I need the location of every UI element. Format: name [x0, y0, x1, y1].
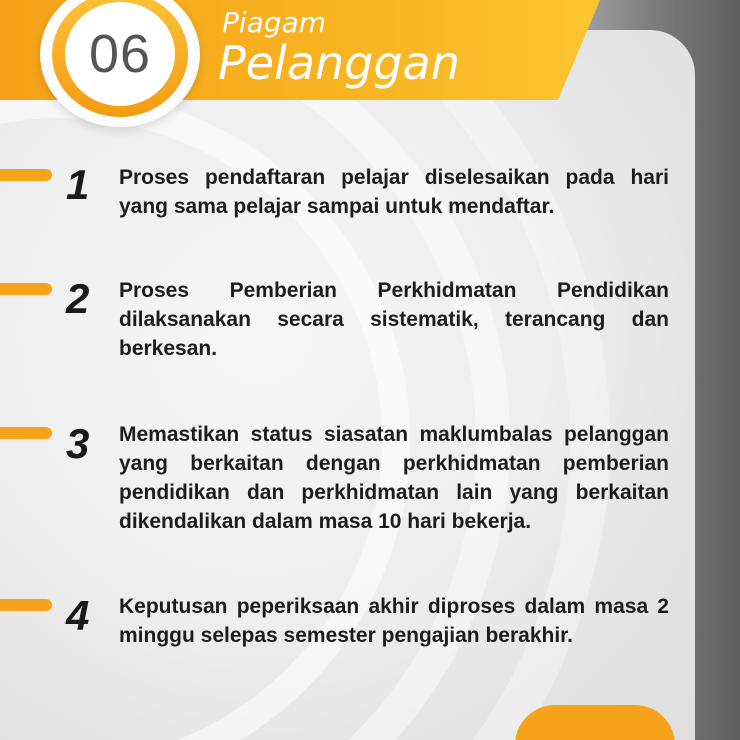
title-line-2: Pelanggan	[218, 36, 460, 90]
item-text: Proses Pemberian Perkhidmatan Pendidikan dilaksanakan secara sistematik, terancang dan berkesan.	[119, 279, 669, 360]
item-number: 2	[66, 275, 90, 322]
item-number: 1	[66, 161, 90, 208]
section-number: 06	[88, 24, 152, 84]
item-marker-bar	[0, 427, 52, 439]
item-marker-bar	[0, 169, 52, 181]
item-marker-bar	[0, 599, 52, 611]
title-line-1: Piagam	[222, 6, 327, 39]
item-text: Memastikan status siasatan maklumbalas pelanggan yang berkaitan dengan perkhidmatan pemberian pendidikan dan perkhidmatan lain yang berkaitan dikendalikan dalam masa 10 hari bekerja.	[119, 423, 669, 533]
item-marker-bar	[0, 283, 52, 295]
item-text: Proses pendaftaran pelajar diselesaikan pada hari yang sama pelajar sampai untuk mendaftar.	[119, 166, 669, 218]
number-badge-inner	[65, 2, 175, 106]
item-number: 4	[66, 592, 90, 639]
item-number: 3	[66, 420, 90, 467]
decorative-orange-shape	[515, 705, 675, 740]
item-text: Keputusan peperiksaan akhir diproses dalam masa 2 minggu selepas semester pengajian berakhir.	[119, 595, 669, 647]
